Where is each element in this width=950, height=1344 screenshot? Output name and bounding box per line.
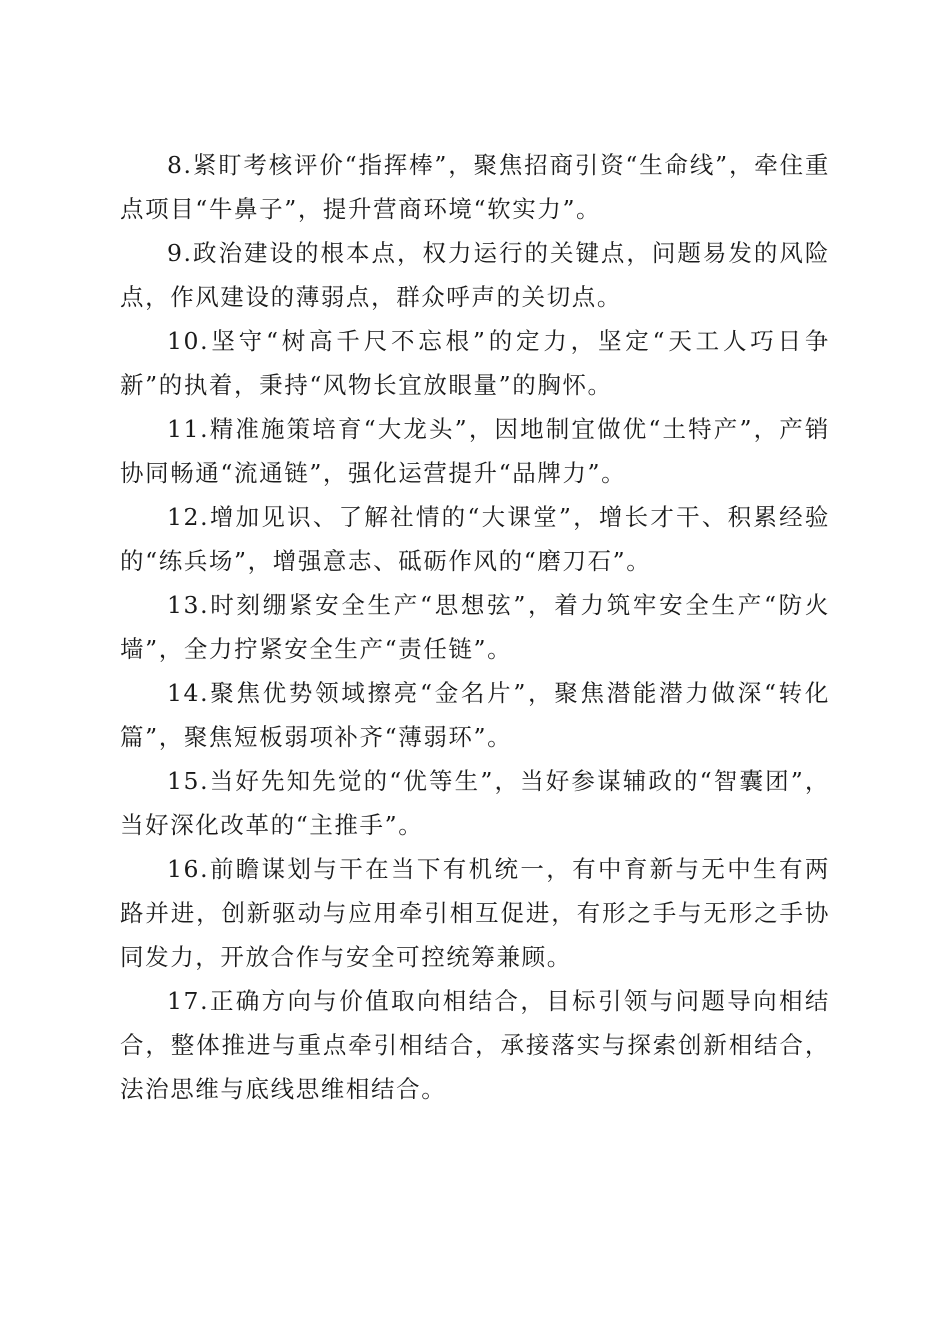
paragraph-9: 9.政治建设的根本点，权力运行的关键点，问题易发的风险点，作风建设的薄弱点，群众呼声的关切点。 [120,239,830,311]
paragraph-12: 12.增加见识、了解社情的“大课堂”，增长才干、积累经验的“练兵场”，增强意志、砥砺作风的“磨刀石”。 [120,503,830,575]
paragraph-10: 10.坚守“树高千尺不忘根”的定力，坚定“天工人巧日争新”的执着，秉持“风物长宜放眼量”的胸怀。 [120,327,830,399]
paragraph-8: 8.紧盯考核评价“指挥棒”，聚焦招商引资“生命线”，牵住重点项目“牛鼻子”，提升营商环境“软实力”。 [120,151,830,223]
document-body [120,143,830,1111]
paragraph-17: 17.正确方向与价值取向相结合，目标引领与问题导向相结合，整体推进与重点牵引相结合，承接落实与探索创新相结合，法治思维与底线思维相结合。 [120,987,830,1103]
paragraph-13: 13.时刻绷紧安全生产“思想弦”，着力筑牢安全生产“防火墙”，全力拧紧安全生产“责任链”。 [120,591,830,663]
paragraph-14: 14.聚焦优势领域擦亮“金名片”，聚焦潜能潜力做深“转化篇”，聚焦短板弱项补齐“薄弱环”。 [120,679,830,751]
paragraph-11: 11.精准施策培育“大龙头”，因地制宜做优“土特产”，产销协同畅通“流通链”，强化运营提升“品牌力”。 [120,415,830,487]
paragraph-15: 15.当好先知先觉的“优等生”，当好参谋辅政的“智囊团”，当好深化改革的“主推手”。 [120,767,830,839]
paragraph-16: 16.前瞻谋划与干在当下有机统一，有中育新与无中生有两路并进，创新驱动与应用牵引相互促进，有形之手与无形之手协同发力，开放合作与安全可控统筹兼顾。 [120,855,830,971]
